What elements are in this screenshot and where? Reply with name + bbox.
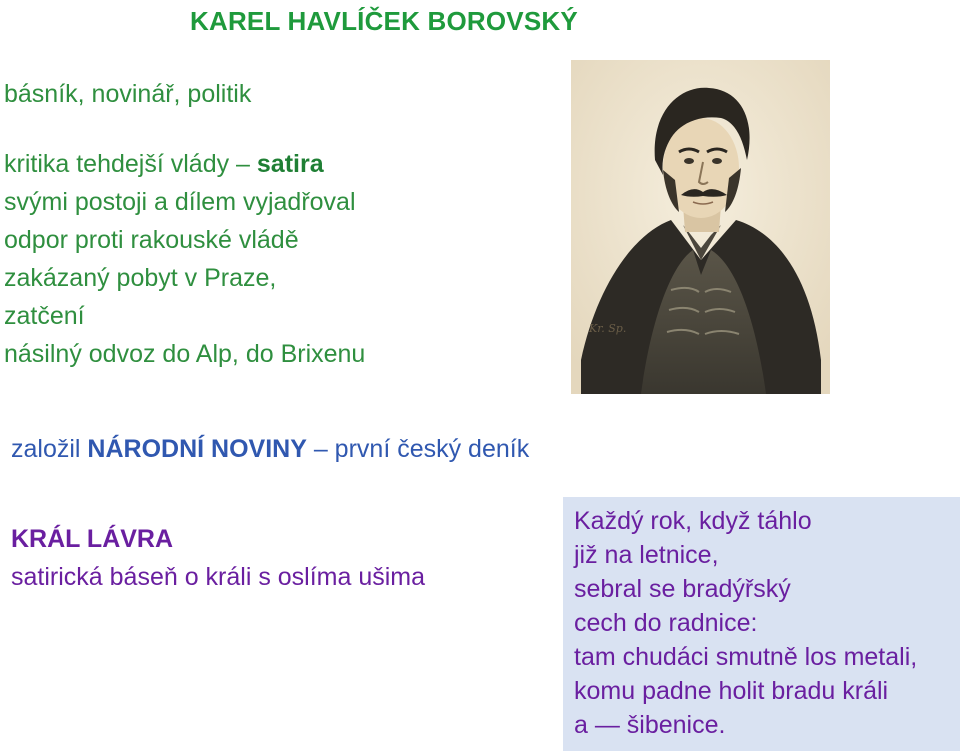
poem-line: již na letnice, [574,541,719,569]
bio-line-1-text: kritika tehdejší vlády – [4,150,257,178]
intro-line: básník, novinář, politik [4,80,252,108]
newspaper-line [11,435,529,464]
bio-line-4: zakázaný pobyt v Praze, [4,264,277,292]
poem-line: a — šibenice. [574,711,726,739]
poem-line: tam chudáci smutně los metali, [574,643,918,671]
bio-line-1 [4,150,324,179]
poem-line: komu padne holit bradu králi [574,677,889,705]
satira-keyword: satira [256,150,324,178]
newspaper-post: – první český deník [306,435,530,463]
page-title: KAREL HAVLÍČEK BOROVSKÝ [190,6,578,36]
portrait-signature: Kr. Sp. [589,322,627,335]
portrait-illustration [571,60,830,394]
bio-line-2: svými postoji a dílem vyjadřoval [4,188,356,216]
poem-line: cech do radnice: [574,609,758,637]
portrait-image [571,60,830,394]
bio-line-6: násilný odvoz do Alp, do Brixenu [4,340,366,368]
poem-excerpt-box [563,497,960,751]
poem-line: sebral se bradýřský [574,575,791,603]
work-title: KRÁL LÁVRA [11,525,174,553]
poem-line: Každý rok, když táhlo [574,507,812,535]
work-subtitle: satirická báseň o králi s oslíma ušima [11,563,426,591]
bio-line-5: zatčení [4,302,85,330]
newspaper-pre: založil [11,435,88,463]
newspaper-name: NÁRODNÍ NOVINY [87,435,307,463]
bio-line-3: odpor proti rakouské vládě [4,226,299,254]
